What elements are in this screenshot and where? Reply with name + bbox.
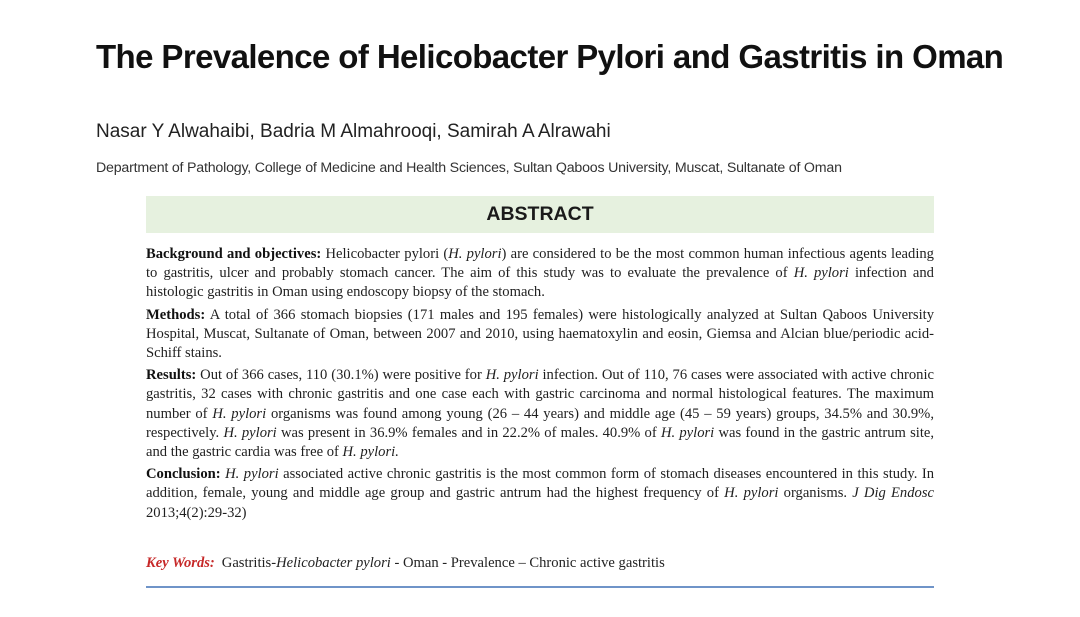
conclusion-italic-2: H. pylori bbox=[724, 485, 779, 502]
methods-text: A total of 366 stomach biopsies (171 males and 195 females) were histologically analyzed at Sultan Qaboos University Hospital, Muscat, Sultanate of Oman, between 2007 and 2010, using haematoxylin and eosin, Giemsa and Alcian blue/periodic acid-Schiff stains. bbox=[146, 306, 934, 362]
keyword-1: Gastritis- bbox=[221, 555, 277, 571]
conclusion-label: Conclusion: bbox=[146, 466, 221, 483]
keywords-line bbox=[146, 555, 665, 572]
methods-label: Methods: bbox=[146, 306, 206, 323]
background-label: Background and objectives: bbox=[146, 246, 322, 262]
results-text-5: was found in the gastric antrum site, and the gastric cardia was free of bbox=[146, 424, 935, 461]
background-italic-2: H. pylori bbox=[793, 265, 849, 282]
journal-citation-italic: J Dig Endosc bbox=[852, 485, 934, 502]
results-text-4: was present in 36.9% females and in 22.2% of males. 40.9% of bbox=[276, 424, 661, 441]
conclusion-paragraph bbox=[146, 465, 934, 523]
results-text-1: Out of 366 cases, 110 (30.1%) were positive for bbox=[196, 367, 486, 384]
background-text-1: Helicobacter pylori ( bbox=[321, 246, 449, 262]
divider-rule bbox=[146, 586, 934, 588]
background-italic-1: H. pylori bbox=[448, 246, 502, 262]
results-italic-4: H. pylori bbox=[660, 424, 715, 441]
background-text-2: ) are considered to be the most common human infectious agents leading to gastritis, ulcer and probably stomach cancer. The aim of this study was to evaluate the prevalence of bbox=[146, 246, 934, 282]
keyword-2: Helicobacter pylori bbox=[276, 555, 391, 571]
author-list: Nasar Y Alwahaibi, Badria M Almahrooqi, Samirah A Alrawahi bbox=[96, 121, 611, 142]
keywords-label: Key Words: bbox=[146, 555, 215, 571]
abstract-heading: ABSTRACT bbox=[146, 196, 934, 233]
article-title: The Prevalence of Helicobacter Pylori and Gastritis in Oman bbox=[96, 38, 1004, 75]
results-italic-1: H. pylori bbox=[485, 367, 539, 384]
results-label: Results: bbox=[146, 367, 197, 384]
results-text-3: organisms was found among young (26 – 44 years) and middle age (45 – 59 years) groups, 34.5% and 30.9%, respectively. bbox=[146, 405, 934, 441]
keyword-rest: - Oman - Prevalence – Chronic active gastritis bbox=[390, 555, 665, 571]
results-italic-3: H. pylori bbox=[223, 424, 277, 441]
abstract-body bbox=[146, 245, 934, 526]
results-paragraph bbox=[146, 366, 934, 462]
conclusion-italic-1: H. pylori bbox=[225, 466, 279, 483]
results-text-2: infection. Out of 110, 76 cases were associated with active chronic gastritis, 32 cases with chronic gastritis and one case each with gastric carcinoma and normal histological features. The maximum number of bbox=[146, 367, 934, 422]
results-italic-2: H. pylori bbox=[212, 405, 267, 422]
background-paragraph bbox=[146, 245, 934, 303]
background-text-3: infection and histologic gastritis in Oman using endoscopy biopsy of the stomach. bbox=[146, 265, 934, 301]
conclusion-text-2: organisms. bbox=[778, 485, 853, 502]
conclusion-text-1: associated active chronic gastritis is the most common form of stomach diseases encountered in this study. In addition, female, young and middle age group and gastric antrum had the highest frequency of bbox=[146, 466, 934, 502]
methods-paragraph bbox=[146, 306, 934, 364]
affiliation: Department of Pathology, College of Medicine and Health Sciences, Sultan Qaboos University, Muscat, Sultanate of Oman bbox=[96, 160, 842, 176]
results-italic-5: H. pylori. bbox=[342, 444, 399, 461]
conclusion-text-3: 2013;4(2):29-32) bbox=[146, 504, 247, 521]
